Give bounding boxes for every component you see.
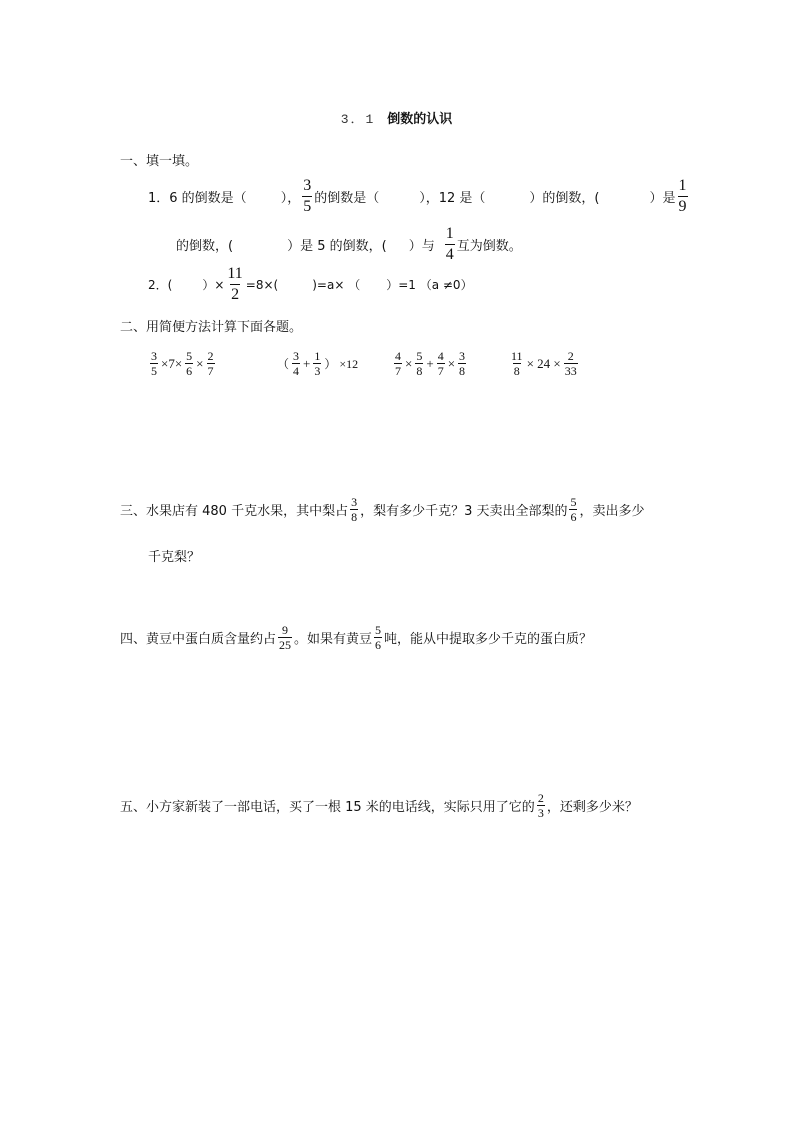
q1-text-a: 1．6 的倒数是（ — [148, 191, 247, 206]
fraction-2-3: $\frac{2}{3}$ — [537, 791, 544, 820]
lesson-title: 倒数的认识 — [387, 112, 453, 127]
expression-1: $\frac{3}{5}$ ×7× $\frac{5}{6}$ × $\frac{2}{7}$ — [151, 349, 214, 378]
s3-text-c: ，卖出多少 — [579, 504, 645, 519]
fraction: $\frac{11}{8}$ — [511, 349, 523, 378]
fraction: $\frac{5}{8}$ — [416, 349, 423, 378]
fraction-9-25: $\frac{9}{25}$ — [279, 623, 292, 652]
q2-text-a-close: ）× — [202, 278, 225, 292]
fraction-5-6: $\frac{5}{6}$ — [570, 495, 577, 524]
s5-text-a: 五、小方家新装了一部电话，买了一根 15 米的电话线，实际只用了它的 — [120, 800, 535, 815]
s4-text-b: 。如果有黄豆 — [294, 632, 373, 647]
s3-text-a: 三、水果店有 480 千克水果，其中梨占 — [120, 504, 349, 519]
q1-text-d-close: ）是 — [649, 191, 676, 206]
question-1-line-1 — [148, 178, 690, 215]
s5-text-b: ，还剩多少米？ — [546, 800, 638, 815]
page-title — [0, 108, 793, 127]
q2-text-b: =8×( — [245, 277, 279, 292]
fraction: $\frac{3}{5}$ — [151, 349, 157, 378]
q1l2-text-c: 互为倒数。 — [456, 239, 522, 254]
q2-text-a: 2．( — [148, 278, 173, 292]
expression-4: $\frac{11}{8}$ × 24 × $\frac{2}{33}$ — [511, 349, 577, 378]
expression-3: $\frac{4}{7}$ × $\frac{5}{8}$ + $\frac{4}{7}$ × $\frac{3}{8}$ — [395, 349, 466, 378]
fraction: $\frac{4}{7}$ — [395, 349, 401, 378]
fraction: $\frac{1}{3}$ — [314, 349, 321, 378]
fraction-5-6: $\frac{5}{6}$ — [375, 623, 382, 652]
q1-text-b: 的倒数是（ — [314, 191, 380, 206]
q1l2-text-a: 的倒数，( — [176, 239, 234, 254]
expression-2: （ $\frac{3}{4}$ + $\frac{1}{3}$ ） ×12 — [277, 349, 359, 378]
q2-text-c-close: ）=1 （a ≠0） — [386, 278, 473, 292]
q1l2-text-b-close: ）与 — [408, 239, 435, 254]
section-5-problem — [120, 792, 638, 819]
s4-text-c: 吨，能从中提取多少千克的蛋白质？ — [384, 632, 593, 647]
section-1-heading: 一、填一填。 — [120, 154, 199, 169]
fraction: $\frac{3}{4}$ — [293, 349, 300, 378]
fraction: $\frac{4}{7}$ — [437, 349, 444, 378]
fraction-11-2: $\frac{11}{2}$ — [227, 265, 243, 303]
section-4-problem — [120, 624, 592, 651]
q1-text-b-close: ），12 是（ — [419, 191, 486, 206]
section-3-problem — [120, 496, 645, 523]
s3-text-b: ，梨有多少千克？3 天卖出全部梨的 — [360, 504, 568, 519]
lesson-number: 3．1 — [340, 112, 376, 127]
q2-text-b-close: )=a× （ — [312, 278, 361, 292]
q1-text-a-close: ）， — [280, 191, 301, 206]
fraction: $\frac{5}{6}$ — [186, 349, 193, 378]
fraction-3-8: $\frac{3}{8}$ — [351, 495, 358, 524]
fraction-3-5: $\frac{3}{5}$ — [303, 177, 312, 215]
section-2-heading: 二、用简便方法计算下面各题。 — [120, 320, 303, 335]
q1-text-c-close: ）的倒数，( — [529, 191, 600, 206]
fraction: $\frac{3}{8}$ — [459, 349, 466, 378]
question-1-line-2 — [176, 226, 522, 263]
section-3-line-2: 千克梨？ — [148, 550, 201, 565]
question-2 — [148, 266, 473, 303]
fraction: $\frac{2}{7}$ — [207, 349, 214, 378]
fraction: $\frac{2}{33}$ — [564, 349, 577, 378]
fraction-1-9: $\frac{1}{9}$ — [678, 177, 687, 215]
s4-text-a: 四、黄豆中蛋白质含量约占 — [120, 632, 277, 647]
q1l2-text-a-close: ）是 5 的倒数，( — [287, 239, 387, 254]
fraction-1-4: $\frac{1}{4}$ — [445, 225, 454, 263]
